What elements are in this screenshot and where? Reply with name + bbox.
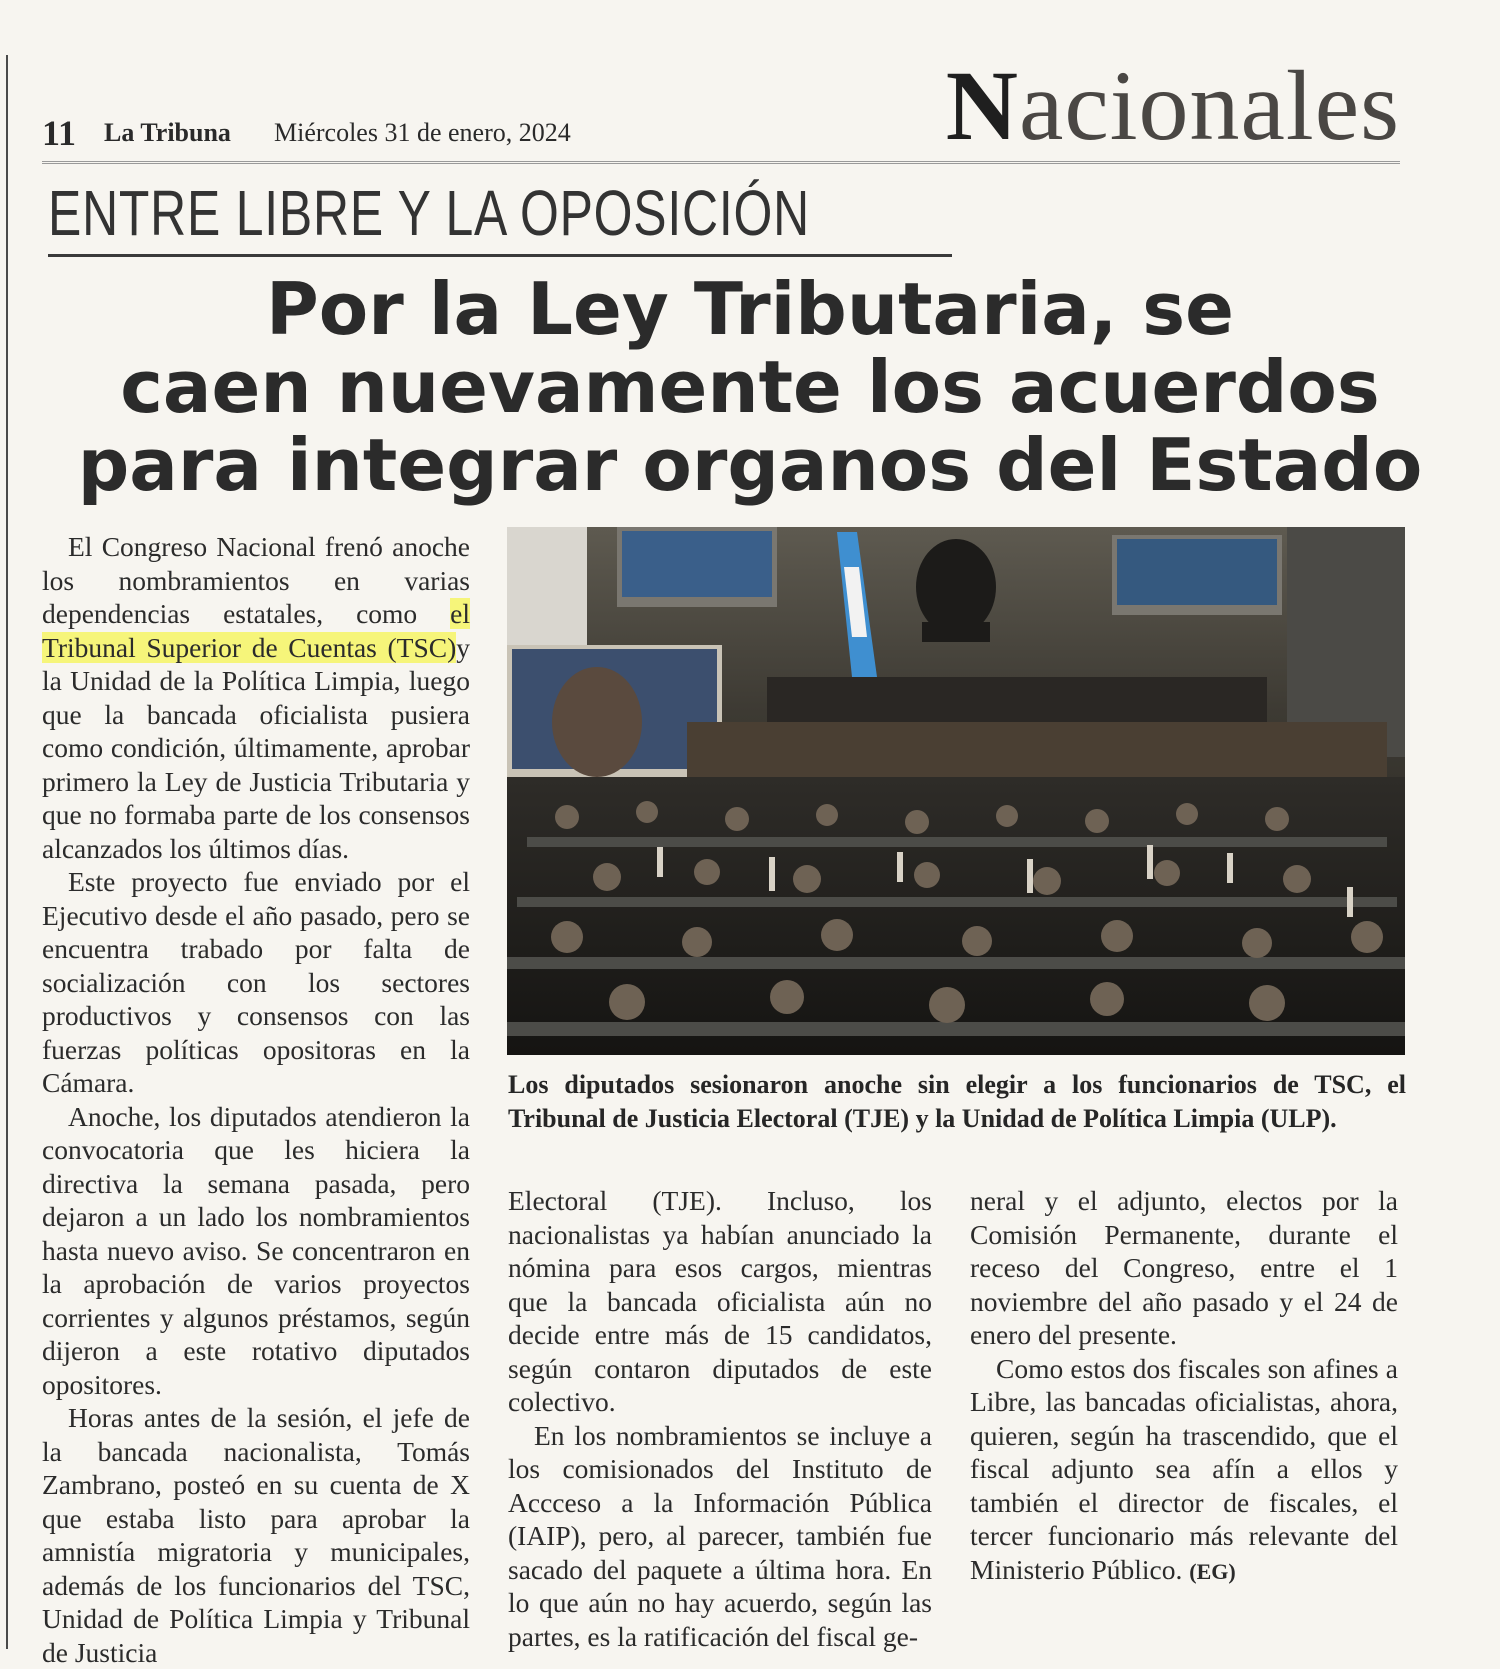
page-header <box>42 50 1402 161</box>
paragraph: Horas antes de la sesión, el jefe de la bancada nacionalista, Tomás Zambrano, posteó en su cuenta de X que estaba listo para aprobar la amnistía migratoria y municipales, además de los funcionarios del TSC, Unidad de Política Limpia y Tribunal de Justicia <box>42 1402 470 1668</box>
paragraph-text: El Congreso Nacional frenó anoche los nombramientos en varias dependencias estatales, como <box>42 531 470 629</box>
paragraph-text: Como estos dos fiscales son afines a Libre, las bancadas oficialistas, ahora, quieren, según ha trascendido, que el fiscal adjunto sea afín a ellos y también el director de fiscales, el tercer funcionario más relevante del Ministerio Público. <box>970 1352 1398 1585</box>
header-rule <box>42 161 1400 167</box>
headline-line: caen nuevamente los acuerdos <box>120 345 1380 429</box>
photo-illustration <box>507 527 1405 1055</box>
speaker-silhouette <box>552 667 642 777</box>
screen-image <box>1117 539 1277 605</box>
headline-line: Por la Ley Tributaria, se <box>266 267 1234 351</box>
page-number: 11 <box>42 113 77 153</box>
section-title <box>945 50 1400 161</box>
paragraph <box>42 530 470 865</box>
paragraph: Este proyecto fue enviado por el Ejecutivo desde el año pasado, pero se encuentra trabado por falta de socialización con los sectores productivos y consensos con las fuerzas políticas opositoras en la Cámara. <box>42 866 470 1098</box>
newspaper-name: La Tribuna <box>104 118 231 147</box>
paragraph: Anoche, los diputados atendieron la convocatoria que les hiciera la directiva la semana pasada, pero dejaron a un lado los nombramientos hasta nuevo aviso. Se concentraron en la aprobación de varios proyectos corrientes y algunos préstamos, según dijeron a este rotativo diputados opositores. <box>42 1100 470 1400</box>
author-signature: (EG) <box>1189 1558 1236 1584</box>
paragraph: Electoral (TJE). Incluso, los nacionalistas ya habían anunciado la nómina para esos cargos, mientras que la bancada oficialista aún no decide entre más de 15 candidatos, según contaron diputados de este colectivo. <box>508 1185 932 1417</box>
paragraph-text: y la Unidad de la Política Limpia, luego que la bancada oficialista pusiera como condición, últimamente, aprobar primero la Ley de Justicia Tributaria y que no formaba parte de los consensos alcanzados los últimos días. <box>42 631 470 864</box>
photo-caption: Los diputados sesionaron anoche sin elegir a los funcionarios de TSC, el Tribunal de Justicia Electoral (TJE) y la Unidad de Política Limpia (ULP). <box>508 1070 1406 1133</box>
article-column-3 <box>970 1184 1398 1588</box>
section-title-rest: acionales <box>1018 50 1400 161</box>
kicker-underline <box>48 254 952 257</box>
paragraph: neral y el adjunto, electos por la Comisión Permanente, durante el receso del Congreso, entre el 1 noviembre del año pasado y el 24 de enero del presente. <box>970 1185 1398 1350</box>
page-left-rule <box>6 55 8 1649</box>
issue-date: Miércoles 31 de enero, 2024 <box>274 118 571 147</box>
article-column-2 <box>508 1184 932 1653</box>
presiding-desk-front <box>687 722 1387 777</box>
presiding-table <box>767 677 1267 727</box>
paragraph <box>970 1352 1398 1589</box>
coat-of-arms <box>916 539 996 635</box>
paragraph: En los nombramientos se incluye a los comisionados del Instituto de Accceso a la Información Pública (IAIP), pero, al parecer, también fue sacado del paquete a última hora. En lo que aún no hay acuerdo, según las partes, es la ratificación del fiscal ge- <box>508 1419 932 1652</box>
highlighted-text: el Tribunal Superior de Cuentas (TSC) <box>42 598 470 663</box>
article-kicker: ENTRE LIBRE Y LA OPOSICIÓN <box>48 177 810 249</box>
article-headline <box>30 267 1470 507</box>
article-column-1 <box>42 530 470 1669</box>
headline-line: para integrar organos del Estado <box>77 423 1423 507</box>
screen-image <box>622 531 772 597</box>
congress-session-photo <box>507 527 1405 1055</box>
section-title-initial: N <box>945 50 1019 161</box>
